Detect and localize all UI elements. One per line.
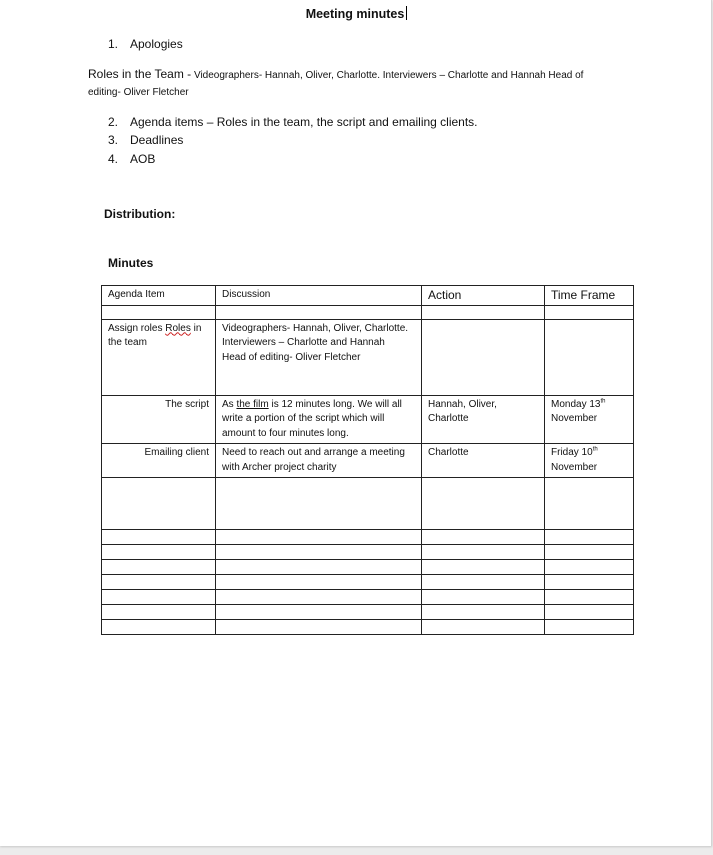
- list-item-aob: [108, 152, 155, 166]
- action-cell-script[interactable]: Hannah, Oliver, Charlotte: [422, 395, 545, 444]
- table-row: [102, 478, 634, 530]
- title-text: Meeting minutes: [305, 7, 405, 21]
- table-row: [102, 590, 634, 605]
- distribution-heading: Distribution:: [104, 207, 176, 221]
- agenda-cell-roles[interactable]: [102, 319, 216, 395]
- table-cell[interactable]: [216, 545, 422, 560]
- agenda-cell-script[interactable]: The script: [102, 395, 216, 444]
- table-cell[interactable]: [545, 605, 634, 620]
- time-text: November: [551, 413, 598, 424]
- table-cell[interactable]: [422, 605, 545, 620]
- discussion-cell-email[interactable]: Need to reach out and arrange a meeting with Archer project charity: [216, 444, 422, 478]
- time-text: Friday 10: [551, 447, 593, 458]
- table-row-script: [102, 395, 634, 444]
- minutes-heading: Minutes: [108, 256, 154, 270]
- list-item-agenda: [108, 115, 478, 129]
- time-text: November: [551, 461, 598, 473]
- table-cell[interactable]: [422, 545, 545, 560]
- minutes-table: [101, 285, 634, 635]
- time-ordinal: th: [600, 398, 606, 405]
- time-cell-email[interactable]: [545, 444, 634, 478]
- table-cell[interactable]: [545, 590, 634, 605]
- time-cell-script[interactable]: [545, 395, 634, 444]
- table-cell[interactable]: [216, 620, 422, 635]
- spelling-flag: Roles: [165, 322, 191, 334]
- roles-text-line2: editing- Oliver Fletcher: [88, 87, 189, 98]
- roles-paragraph: [88, 66, 633, 101]
- table-cell[interactable]: [545, 545, 634, 560]
- table-cell[interactable]: [102, 575, 216, 590]
- table-cell[interactable]: [545, 305, 634, 319]
- table-cell[interactable]: [216, 560, 422, 575]
- table-cell[interactable]: [422, 620, 545, 635]
- discussion-line: Interviewers – Charlotte and Hannah: [222, 337, 385, 348]
- text-cursor: [406, 6, 407, 20]
- table-cell[interactable]: [545, 620, 634, 635]
- list-item-deadlines: [108, 133, 183, 147]
- agenda-text: Assign roles: [108, 322, 166, 334]
- table-cell[interactable]: [422, 590, 545, 605]
- table-cell[interactable]: [102, 620, 216, 635]
- time-cell-roles[interactable]: [545, 319, 634, 395]
- table-cell[interactable]: [545, 478, 634, 530]
- table-cell[interactable]: [545, 530, 634, 545]
- discussion-text: is 12 minutes long. We will all write a portion of the script which will amount to four minutes long.: [222, 398, 402, 439]
- list-number: 1.: [108, 37, 119, 51]
- table-row-email: [102, 444, 634, 478]
- list-text: Deadlines: [130, 133, 184, 147]
- table-header-row: [102, 286, 634, 306]
- table-cell[interactable]: [216, 530, 422, 545]
- table-cell[interactable]: [102, 305, 216, 319]
- action-cell-roles[interactable]: [422, 319, 545, 395]
- table-cell[interactable]: [216, 605, 422, 620]
- agenda-text: in the team: [108, 322, 202, 348]
- table-row: [102, 560, 634, 575]
- header-discussion: Discussion: [216, 286, 422, 306]
- table-cell[interactable]: [216, 478, 422, 530]
- discussion-cell-script[interactable]: [216, 395, 422, 444]
- table-cell[interactable]: [216, 305, 422, 319]
- list-number: 4.: [108, 152, 119, 166]
- action-cell-email[interactable]: Charlotte: [422, 444, 545, 478]
- table-cell[interactable]: [102, 605, 216, 620]
- document-title[interactable]: [0, 6, 713, 21]
- header-agenda-item: Agenda Item: [102, 286, 216, 306]
- list-text: Agenda items – Roles in the team, the script and emailing clients.: [130, 115, 478, 129]
- table-row-roles: [102, 319, 634, 395]
- table-cell[interactable]: [102, 590, 216, 605]
- table-row: [102, 620, 634, 635]
- table-cell[interactable]: [216, 590, 422, 605]
- table-cell[interactable]: [422, 478, 545, 530]
- roles-text-line1: Videographers- Hannah, Oliver, Charlotte. Interviewers – Charlotte and Hannah Head of: [191, 70, 584, 81]
- table-cell[interactable]: [422, 575, 545, 590]
- discussion-line: Head of editing- Oliver Fletcher: [222, 351, 361, 363]
- header-time-frame: Time Frame: [545, 286, 634, 306]
- table-row: [102, 575, 634, 590]
- discussion-cell-roles[interactable]: [216, 319, 422, 395]
- discussion-line: Videographers- Hannah, Oliver, Charlotte.: [222, 322, 409, 334]
- table-cell[interactable]: [545, 575, 634, 590]
- table-row: [102, 605, 634, 620]
- table-cell[interactable]: [216, 575, 422, 590]
- agenda-cell-email[interactable]: Emailing client: [102, 444, 216, 478]
- table-cell[interactable]: [102, 478, 216, 530]
- time-text: Monday 13: [551, 398, 601, 410]
- roles-label: Roles in the Team -: [88, 67, 192, 81]
- table-cell[interactable]: [545, 560, 634, 575]
- time-ordinal: th: [592, 446, 598, 453]
- table-cell[interactable]: [102, 545, 216, 560]
- table-cell[interactable]: [422, 530, 545, 545]
- table-cell[interactable]: [102, 560, 216, 575]
- table-cell[interactable]: [422, 305, 545, 319]
- list-number: 3.: [108, 133, 119, 147]
- discussion-underlined: the film: [236, 398, 269, 410]
- list-item-apologies: [108, 37, 183, 51]
- header-action: Action: [422, 286, 545, 306]
- list-number: 2.: [108, 115, 119, 129]
- table-row: [102, 305, 634, 319]
- list-text: AOB: [130, 152, 156, 166]
- table-cell[interactable]: [102, 530, 216, 545]
- discussion-text: As: [222, 398, 237, 410]
- table-row: [102, 530, 634, 545]
- table-row: [102, 545, 634, 560]
- table-cell[interactable]: [422, 560, 545, 575]
- list-text: Apologies: [130, 37, 183, 51]
